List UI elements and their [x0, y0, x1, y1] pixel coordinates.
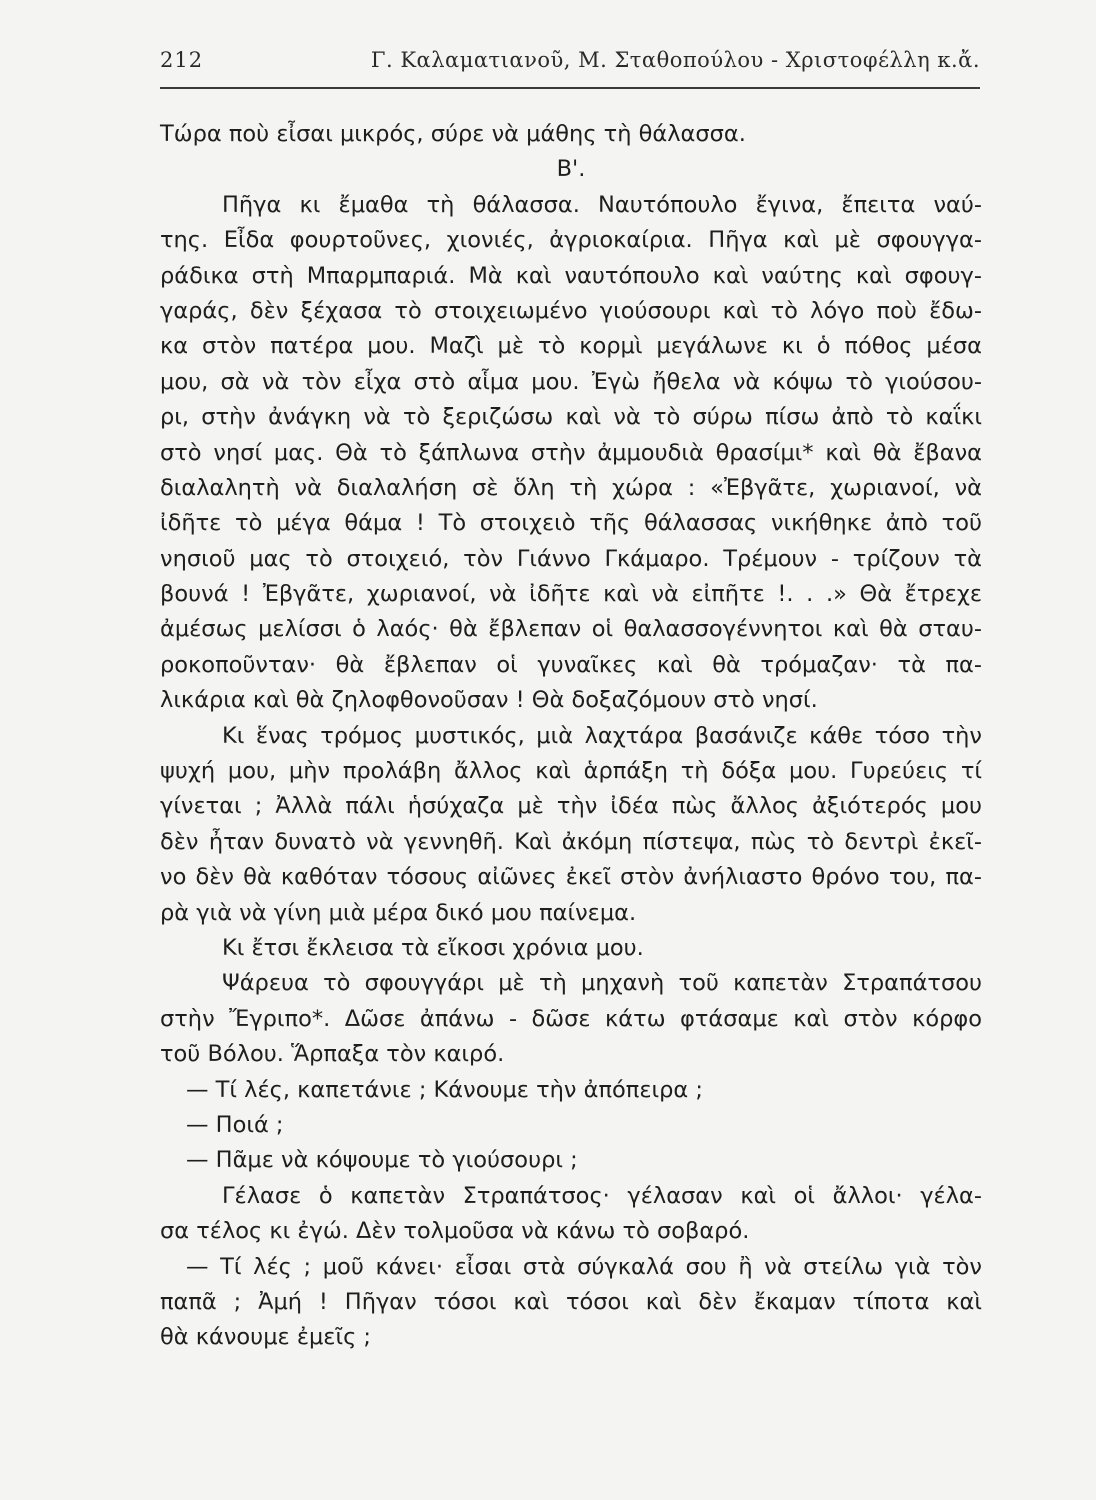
page-number: 212 — [160, 48, 204, 72]
text-line: βουνά ! Ἐβγᾶτε, χωριανοί, νὰ ἰδῆτε καὶ νὰ εἰπῆτε !. . .» Θὰ ἔτρεχε — [160, 581, 982, 608]
text-line: θὰ κάνουμε ἐμεῖς ; — [160, 1324, 372, 1351]
dialogue-line: — Τί λές ; μοῦ κάνει· εἶσαι στὰ σύγκαλά σου ἢ νὰ στείλω γιὰ τὸν — [186, 1253, 982, 1280]
text-line: παπᾶ ; Ἀμή ! Πῆγαν τόσοι καὶ τόσοι καὶ δὲν ἔκαμαν τίποτα καὶ — [160, 1288, 982, 1315]
text-line: ροκοποῦνταν· θὰ ἔβλεπαν οἱ γυναῖκες καὶ θὰ τρόμαζαν· τὰ πα- — [160, 651, 982, 678]
page-body — [160, 117, 982, 1356]
text-line: γίνεται ; Ἀλλὰ πάλι ἡσύχαζα μὲ τὴν ἰδέα πὼς ἄλλος ἀξιότερός μου — [160, 793, 982, 820]
text-line: ψυχή μου, μὴν προλάβη ἄλλος καὶ ἁρπάξη τὴ δόξα μου. Γυρεύεις τί — [160, 758, 982, 785]
text-line: στὴν Ἔγριπο*. Δῶσε ἀπάνω - δῶσε κάτω φτάσαμε καὶ στὸν κόρφο — [160, 1005, 982, 1032]
page-header — [160, 48, 980, 82]
text-line: τοῦ Βόλου. Ἅρπαξα τὸν καιρό. — [160, 1041, 505, 1068]
text-line: λικάρια καὶ θὰ ζηλοφθονοῦσαν ! Θὰ δοξαζόμουν στὸ νησί. — [160, 687, 818, 714]
text-line: γαράς, δὲν ξέχασα τὸ στοιχειωμένο γιούσουρι καὶ τὸ λόγο ποὺ ἔδω- — [160, 297, 982, 324]
text-line: διαλαλητὴ νὰ διαλαλήση σὲ ὅλη τὴ χώρα : «Ἐβγᾶτε, χωριανοί, νὰ — [160, 474, 982, 501]
text-line: ρὰ γιὰ νὰ γίνη μιὰ μέρα δικό μου παίνεμα. — [160, 899, 637, 926]
text-line: κα στὸν πατέρα μου. Μαζὶ μὲ τὸ κορμὶ μεγάλωνε κι ὁ πόθος μέσα — [160, 333, 982, 360]
dialogue-line: — Πᾶμε νὰ κόψουμε τὸ γιούσουρι ; — [186, 1147, 578, 1174]
text-line: Κι ἕνας τρόμος μυστικός, μιὰ λαχτάρα βασάνιζε κάθε τόσο τὴν — [222, 722, 982, 749]
section-heading: Β'. — [556, 156, 586, 183]
dialogue-line: — Τί λές, καπετάνιε ; Κάνουμε τὴν ἀπόπειρα ; — [186, 1076, 703, 1103]
text-line: Κι ἔτσι ἔκλεισα τὰ εἴκοσι χρόνια μου. — [222, 934, 644, 961]
text-line: Πῆγα κι ἔμαθα τὴ θάλασσα. Ναυτόπουλο ἔγινα, ἔπειτα ναύ- — [222, 191, 982, 218]
text-line: δὲν ἦταν δυνατὸ νὰ γεννηθῆ. Καὶ ἀκόμη πίστεψα, πὼς τὸ δεντρὶ ἐκεῖ- — [160, 828, 982, 855]
text-line: Ψάρευα τὸ σφουγγάρι μὲ τὴ μηχανὴ τοῦ καπετὰν Στραπάτσου — [222, 970, 982, 997]
text-line: σα τέλος κι ἐγώ. Δὲν τολμοῦσα νὰ κάνω τὸ σοβαρό. — [160, 1218, 750, 1245]
text-line: ράδικα στὴ Μπαρμπαριά. Μὰ καὶ ναυτόπουλο καὶ ναύτης καὶ σφουγ- — [160, 262, 982, 289]
text-line: ἀμέσως μελίσσι ὁ λαός· θὰ ἔβλεπαν οἱ θαλασσογέννητοι καὶ θὰ σταυ- — [160, 616, 982, 643]
header-rule — [160, 87, 980, 89]
text-line: μου, σὰ νὰ τὸν εἶχα στὸ αἷμα μου. Ἐγὼ ἤθελα νὰ κόψω τὸ γιούσου- — [160, 368, 982, 395]
text-line: στὸ νησί μας. Θὰ τὸ ξάπλωνα στὴν ἀμμουδιὰ θρασίμι* καὶ θὰ ἔβανα — [160, 439, 982, 466]
text-line: Γέλασε ὁ καπετὰν Στραπάτσος· γέλασαν καὶ οἱ ἄλλοι· γέλα- — [222, 1182, 982, 1209]
text-line: νο δὲν θὰ καθόταν τόσους αἰῶνες ἐκεῖ στὸν ἀνήλιαστο θρόνο του, πα- — [160, 864, 982, 891]
running-head: Γ. Καλαματιανοῦ, Μ. Σταθοπούλου - Χριστοφέλλη κ.ἄ. — [370, 48, 980, 72]
dialogue-line: — Ποιά ; — [186, 1111, 284, 1138]
text-line: Τώρα ποὺ εἶσαι μικρός, σύρε νὰ μάθης τὴ θάλασσα. — [160, 121, 746, 147]
text-line: της. Εἶδα φουρτοῦνες, χιονιές, ἀγριοκαίρια. Πῆγα καὶ μὲ σφουγγα- — [160, 227, 982, 254]
text-line: ἰδῆτε τὸ μέγα θάμα ! Τὸ στοιχειὸ τῆς θάλασσας νικήθηκε ἀπὸ τοῦ — [160, 510, 982, 537]
text-line: ρι, στὴν ἀνάγκη νὰ τὸ ξεριζώσω καὶ νὰ τὸ σύρω πίσω ἀπὸ τὸ καΐκι — [160, 404, 982, 431]
text-line: νησιοῦ μας τὸ στοιχειό, τὸν Γιάννο Γκάμαρο. Τρέμουν - τρίζουν τὰ — [160, 545, 982, 572]
